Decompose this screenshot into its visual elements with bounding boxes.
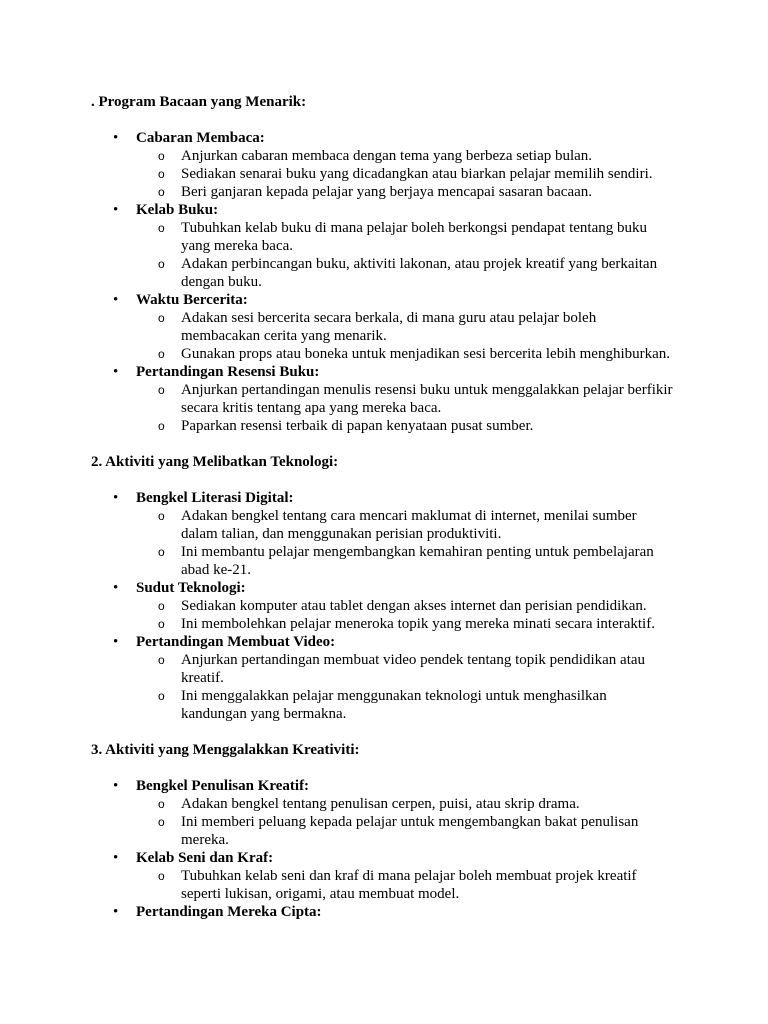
sub-item-text: Paparkan resensi terbaik di papan kenyataan pusat sumber. (181, 418, 534, 434)
sub-bullet-marker: o (158, 599, 165, 613)
sub-bullet-marker: o (158, 347, 165, 361)
sub-item (136, 345, 691, 363)
bullet-marker: • (113, 202, 119, 218)
sub-bullet-marker: o (158, 149, 165, 163)
sub-item (136, 597, 691, 615)
sub-item-text: Gunakan props atau boneka untuk menjadikan sesi bercerita lebih menghiburkan. (181, 346, 671, 362)
sub-item (136, 309, 691, 345)
bullet-item (91, 201, 691, 291)
sub-list (136, 309, 691, 363)
bullet-marker: • (113, 490, 119, 506)
sub-item-text: Tubuhkan kelab seni dan kraf di mana pelajar boleh membuat projek kreatif seperti lukisan, origami, atau membuat model. (181, 868, 637, 902)
sub-bullet-marker: o (158, 797, 165, 811)
sub-bullet-marker: o (158, 383, 165, 397)
sub-item (136, 813, 691, 849)
sub-list (136, 597, 691, 633)
bullet-item (91, 129, 691, 201)
sub-item-text: Anjurkan pertandingan membuat video pendek tentang topik pendidikan atau kreatif. (181, 652, 646, 686)
sub-bullet-marker: o (158, 509, 165, 523)
sub-item-text: Sediakan senarai buku yang dicadangkan atau biarkan pelajar memilih sendiri. (181, 166, 653, 182)
sub-item-text: Adakan bengkel tentang penulisan cerpen, puisi, atau skrip drama. (181, 796, 580, 812)
sub-bullet-marker: o (158, 689, 165, 703)
sub-bullet-marker: o (158, 221, 165, 235)
bullet-list (91, 129, 691, 435)
document-content (91, 93, 691, 921)
heading-spacer (91, 759, 691, 777)
bullet-title: Pertandingan Mereka Cipta: (136, 904, 322, 920)
section-heading: . Program Bacaan yang Menarik: (91, 94, 307, 110)
sub-bullet-marker: o (158, 869, 165, 883)
sub-item (136, 219, 691, 255)
bullet-marker: • (113, 130, 119, 146)
bullet-title: Pertandingan Resensi Buku: (136, 364, 320, 380)
bullet-item (91, 633, 691, 723)
sub-bullet-marker: o (158, 653, 165, 667)
bullet-marker: • (113, 292, 119, 308)
sub-item-text: Tubuhkan kelab buku di mana pelajar boleh berkongsi pendapat tentang buku yang mereka baca. (181, 220, 648, 254)
bullet-list (91, 777, 691, 921)
bullet-title: Bengkel Penulisan Kreatif: (136, 778, 310, 794)
section-spacer (91, 435, 691, 453)
section-heading: 3. Aktiviti yang Menggalakkan Kreativiti: (91, 742, 360, 758)
section-heading: 2. Aktiviti yang Melibatkan Teknologi: (91, 454, 339, 470)
bullet-item (91, 363, 691, 435)
sub-list (136, 795, 691, 849)
bullet-marker: • (113, 778, 119, 794)
sub-item (136, 543, 691, 579)
sub-item-text: Ini membolehkan pelajar meneroka topik yang mereka minati secara interaktif. (181, 616, 655, 632)
bullet-item (91, 489, 691, 579)
sub-item-text: Anjurkan pertandingan menulis resensi buku untuk menggalakkan pelajar berfikir secara kritis tentang apa yang mereka baca. (181, 382, 673, 416)
bullet-title: Kelab Buku: (136, 202, 219, 218)
sub-list (136, 507, 691, 579)
sub-item-text: Beri ganjaran kepada pelajar yang berjaya mencapai sasaran bacaan. (181, 184, 593, 200)
sub-list (136, 651, 691, 723)
bullet-title: Kelab Seni dan Kraf: (136, 850, 274, 866)
sub-item-text: Ini menggalakkan pelajar menggunakan teknologi untuk menghasilkan kandungan yang bermakna. (181, 688, 607, 722)
sub-bullet-marker: o (158, 545, 165, 559)
sub-item-text: Ini memberi peluang kepada pelajar untuk mengembangkan bakat penulisan mereka. (181, 814, 639, 848)
sub-item (136, 147, 691, 165)
sub-bullet-marker: o (158, 815, 165, 829)
sub-item (136, 381, 691, 417)
bullet-item (91, 903, 691, 921)
section-spacer (91, 723, 691, 741)
sub-item (136, 795, 691, 813)
bullet-item (91, 291, 691, 363)
sub-list (136, 381, 691, 435)
sub-item (136, 867, 691, 903)
sub-item (136, 183, 691, 201)
sub-bullet-marker: o (158, 185, 165, 199)
sub-item-text: Adakan bengkel tentang cara mencari maklumat di internet, menilai sumber dalam talian, dan menggunakan perisian produktiviti. (181, 508, 637, 542)
sub-item-text: Anjurkan cabaran membaca dengan tema yang berbeza setiap bulan. (181, 148, 593, 164)
sub-bullet-marker: o (158, 617, 165, 631)
bullet-item (91, 777, 691, 849)
sub-item-text: Sediakan komputer atau tablet dengan akses internet dan perisian pendidikan. (181, 598, 647, 614)
bullet-marker: • (113, 904, 119, 920)
sub-bullet-marker: o (158, 167, 165, 181)
sub-item (136, 165, 691, 183)
bullet-marker: • (113, 364, 119, 380)
sub-item-text: Ini membantu pelajar mengembangkan kemahiran penting untuk pembelajaran abad ke-21. (181, 544, 654, 578)
sub-bullet-marker: o (158, 419, 165, 433)
sub-list (136, 219, 691, 291)
sub-item (136, 417, 691, 435)
sub-item-text: Adakan sesi bercerita secara berkala, di mana guru atau pelajar boleh membacakan cerita yang menarik. (181, 310, 597, 344)
bullet-item (91, 579, 691, 633)
sub-item (136, 687, 691, 723)
bullet-title: Sudut Teknologi: (136, 580, 246, 596)
sub-list (136, 147, 691, 201)
sub-bullet-marker: o (158, 311, 165, 325)
sub-item-text: Adakan perbincangan buku, aktiviti lakonan, atau projek kreatif yang berkaitan dengan buku. (181, 256, 658, 290)
heading-spacer (91, 471, 691, 489)
bullet-title: Cabaran Membaca: (136, 130, 265, 146)
sub-item (136, 507, 691, 543)
sub-item (136, 615, 691, 633)
sub-list (136, 867, 691, 903)
bullet-title: Bengkel Literasi Digital: (136, 490, 294, 506)
bullet-title: Pertandingan Membuat Video: (136, 634, 336, 650)
sub-item (136, 255, 691, 291)
bullet-item (91, 849, 691, 903)
sub-bullet-marker: o (158, 257, 165, 271)
bullet-title: Waktu Bercerita: (136, 292, 248, 308)
bullet-list (91, 489, 691, 723)
heading-spacer (91, 111, 691, 129)
bullet-marker: • (113, 580, 119, 596)
bullet-marker: • (113, 634, 119, 650)
bullet-marker: • (113, 850, 119, 866)
sub-item (136, 651, 691, 687)
